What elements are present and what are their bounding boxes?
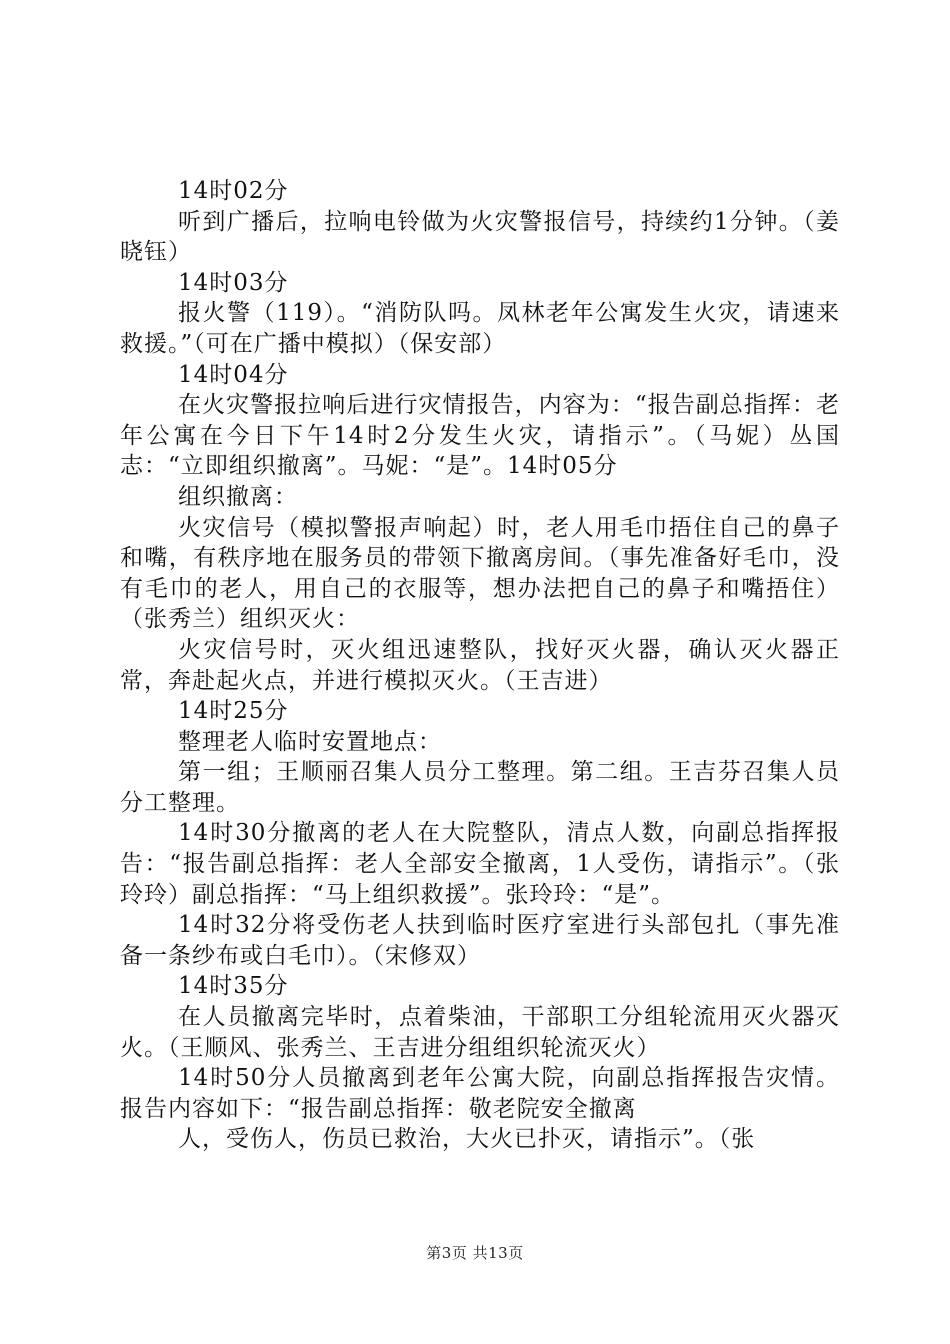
page-number-footer: 第3页 共13页 [426,1244,524,1262]
paragraph-fire-fighting-procedure: 火灾信号时，灭火组迅速整队，找好灭火器，确认灭火器正常，奔赴起火点，并进行模拟灭火。（王吉进） [120,636,840,694]
paragraph-organize-evacuation-heading: 组织撤离： [178,483,298,510]
paragraph-time-1425: 14时25分 [178,698,289,725]
paragraph-placement-heading: 整理老人临时安置地点： [178,728,442,755]
paragraph-call-fire-brigade: 报火警（119）。“消防队吗。凤林老年公寓发生火灾，请速来救援。”（可在广播中模拟）（保安部） [120,300,840,357]
paragraph-time-1404: 14时04分 [178,361,289,388]
document-body [120,176,840,1155]
paragraph-disaster-report: 在火灾警报拉响后进行灾情报告，内容为：“报告副总指挥：老年公寓在今日下午14时2分发生火灾，请指示”。（马妮）丛国志：“立即组织撤离”。马妮：“是”。14时05分 [120,392,840,480]
paragraph-evacuation-procedure: 火灾信号（模拟警报声响起）时，老人用毛巾捂住自己的鼻子和嘴，有秩序地在服务员的带领下撤离房间。（事先准备好毛巾，没有毛巾的老人，用自己的衣服等，想办法把自己的鼻子和嘴捂住）（张秀兰）组织灭火： [120,514,840,633]
paragraph-time-1402: 14时02分 [178,178,289,204]
paragraph-time-1435: 14时35分 [178,973,289,1000]
paragraph-extinguish-drill: 在人员撤离完毕时，点着柴油，干部职工分组轮流用灭火器灭火。（王顺风、张秀兰、王吉进分组组织轮流灭火） [120,1004,840,1061]
paragraph-time-1432-first-aid: 14时32分将受伤老人扶到临时医疗室进行头部包扎（事先准备一条纱布或白毛巾）。（宋修双） [120,912,840,969]
paragraph-time-1450-report: 14时50分人员撤离到老年公寓大院，向副总指挥报告灾情。报告内容如下：“报告副总指挥：敬老院安全撤离 [120,1065,840,1122]
paragraph-placement-groups: 第一组；王顺丽召集人员分工整理。第二组。王吉芬召集人员分工整理。 [120,759,840,816]
paragraph-time-1430-report: 14时30分撤离的老人在大院整队，清点人数，向副总指挥报告：“报告副总指挥：老人全部安全撤离，1人受伤，请指示”。（张玲玲）副总指挥：“马上组织救援”。张玲玲：“是”。 [120,820,840,908]
paragraph-alarm-signal: 听到广播后，拉响电铃做为火灾警报信号，持续约1分钟。（姜晓钰） [120,208,840,266]
paragraph-report-continued: 人，受伤人，伤员已救治，大火已扑灭，请指示”。（张 [178,1126,756,1153]
paragraph-time-1403: 14时03分 [178,269,289,296]
